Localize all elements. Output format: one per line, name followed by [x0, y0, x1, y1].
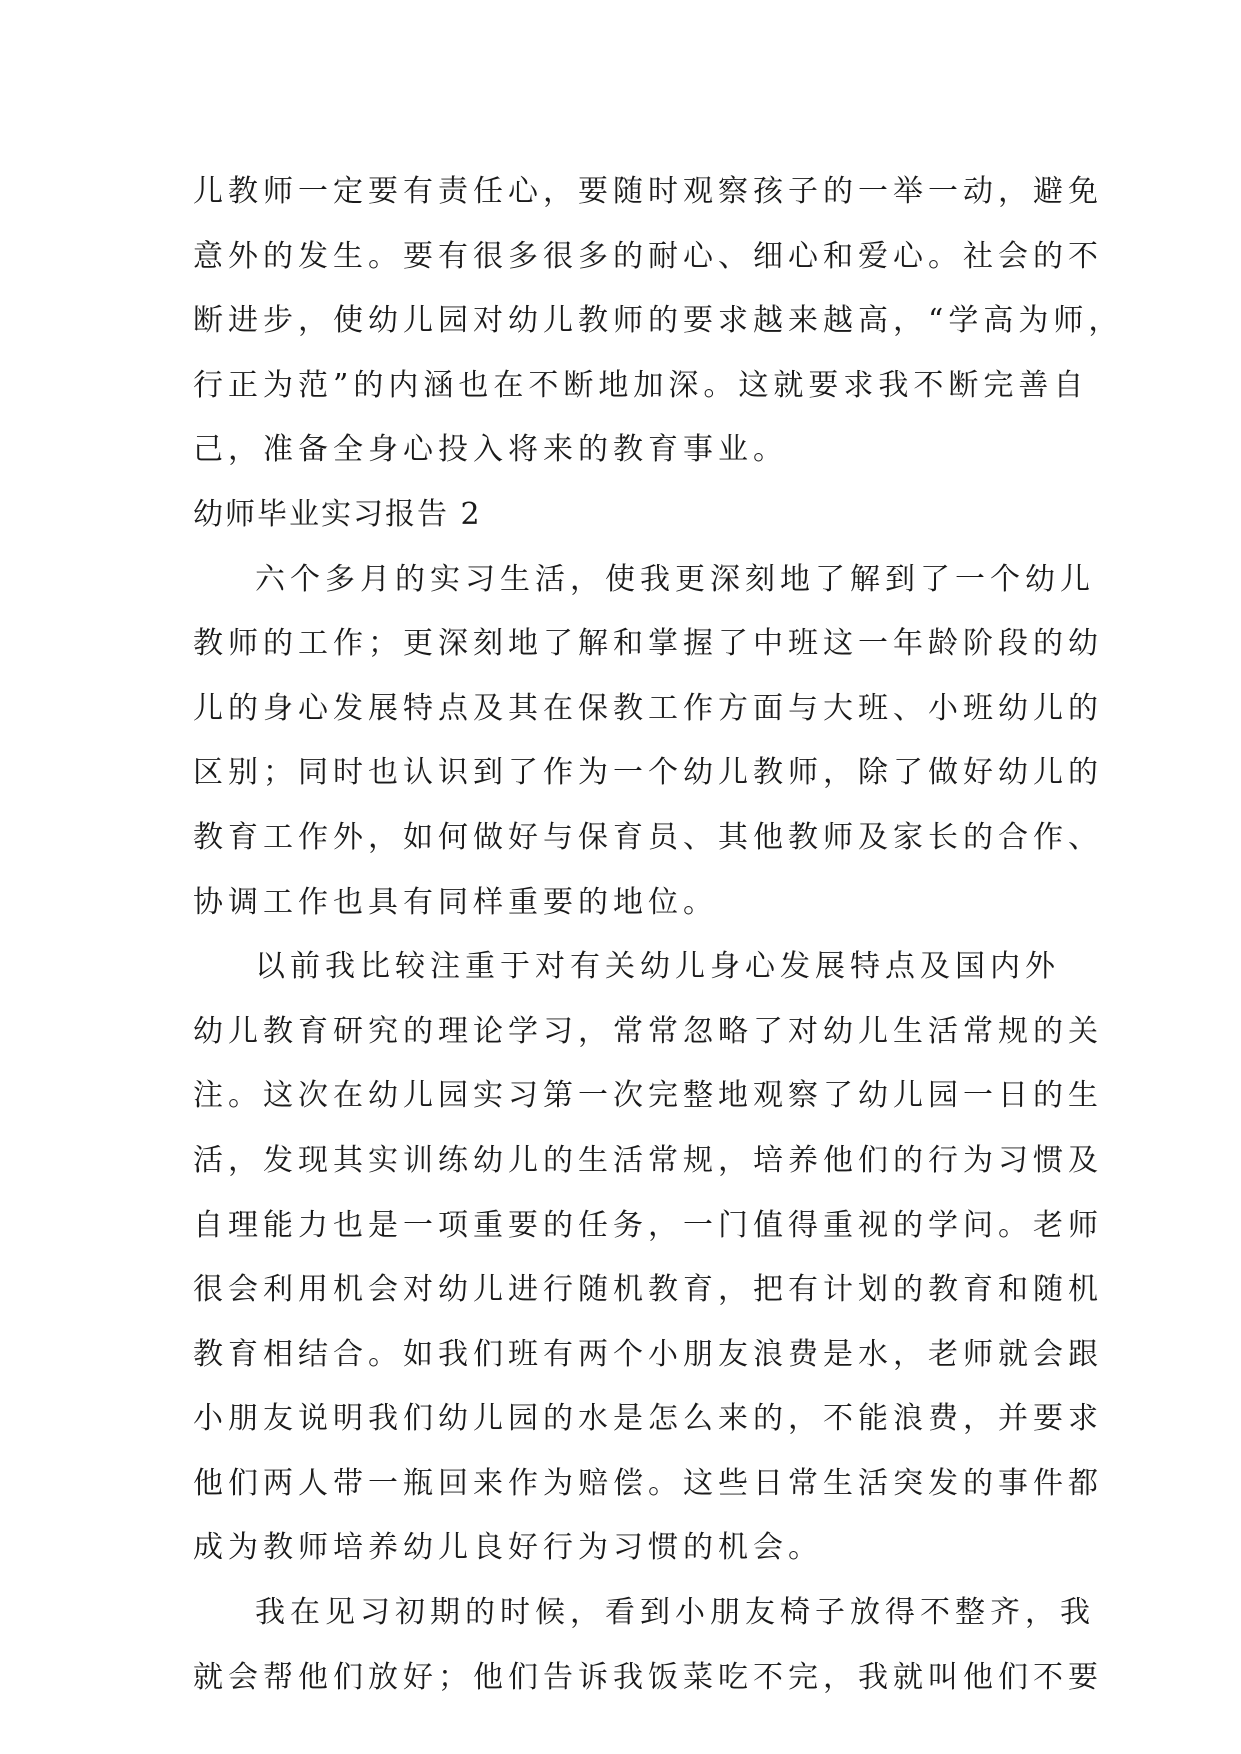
text-line: 幼儿教育研究的理论学习，常常忽略了对幼儿生活常规的关 [193, 1013, 1103, 1049]
text-line: 小朋友说明我们幼儿园的水是怎么来的，不能浪费，并要求 [193, 1401, 1103, 1437]
paragraph-first-line: 六个多月的实习生活，使我更深刻地了解到了一个幼儿 [255, 561, 1095, 597]
text-line: 自理能力也是一项重要的任务，一门值得重视的学问。老师 [193, 1207, 1103, 1243]
text-line: 成为教师培养幼儿良好行为习惯的机会。 [193, 1530, 823, 1566]
text-line: 就会帮他们放好；他们告诉我饭菜吃不完，我就叫他们不要 [193, 1659, 1103, 1695]
text-line: 他们两人带一瓶回来作为赔偿。这些日常生活突发的事件都 [193, 1465, 1103, 1501]
document-body [193, 160, 1124, 1710]
paragraph-first-line: 我在见习初期的时候，看到小朋友椅子放得不整齐，我 [255, 1595, 1095, 1631]
section-heading: 幼师毕业实习报告 2 [193, 496, 482, 532]
text-line: 协调工作也具有同样重要的地位。 [193, 884, 718, 920]
text-line: 行正为范”的内涵也在不断地加深。这就要求我不断完善自 [193, 367, 1089, 403]
paragraph-first-line: 以前我比较注重于对有关幼儿身心发展特点及国内外 [255, 949, 1060, 985]
text-line: 很会利用机会对幼儿进行随机教育，把有计划的教育和随机 [193, 1272, 1103, 1308]
text-line: 教育相结合。如我们班有两个小朋友浪费是水，老师就会跟 [193, 1336, 1103, 1372]
text-line: 活，发现其实训练幼儿的生活常规，培养他们的行为习惯及 [193, 1142, 1103, 1178]
text-line: 意外的发生。要有很多很多的耐心、细心和爱心。社会的不 [193, 238, 1103, 274]
text-line: 区别；同时也认识到了作为一个幼儿教师，除了做好幼儿的 [193, 755, 1103, 791]
text-line: 教师的工作；更深刻地了解和掌握了中班这一年龄阶段的幼 [193, 626, 1103, 662]
text-line: 注。这次在幼儿园实习第一次完整地观察了幼儿园一日的生 [193, 1078, 1103, 1114]
text-line: 教育工作外，如何做好与保育员、其他教师及家长的合作、 [193, 819, 1103, 855]
text-line: 儿的身心发展特点及其在保教工作方面与大班、小班幼儿的 [193, 690, 1103, 726]
text-line: 儿教师一定要有责任心，要随时观察孩子的一举一动，避免 [193, 174, 1103, 209]
text-line: 断进步，使幼儿园对幼儿教师的要求越来越高，“学高为师， [193, 303, 1124, 339]
text-line: 己，准备全身心投入将来的教育事业。 [193, 432, 788, 468]
